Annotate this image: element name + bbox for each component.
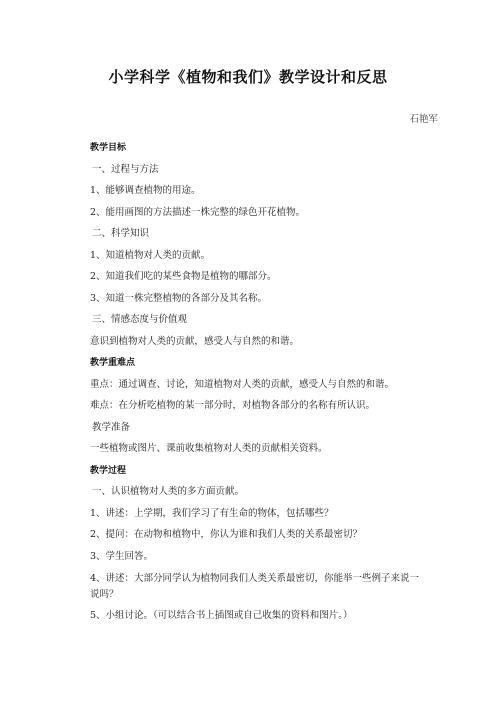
text-line: 意识到植物对人类的贡献，感受人与自然的和谐。 [90, 335, 300, 347]
document-title: 小学科学《植物和我们》教学设计和反思 [108, 68, 388, 86]
section-heading-key-points: 教学重难点 [90, 358, 136, 368]
text-line: 一、认识植物对人类的多方面贡献。 [92, 486, 245, 497]
text-line: 2、知道我们吃的某些食物是植物的哪部分。 [90, 271, 277, 282]
text-line: 三、情感态度与价值观 [92, 314, 188, 325]
text-line: 3、学生回答。 [90, 550, 154, 562]
text-line: 1、能够调查植物的用途。 [90, 185, 201, 196]
document-body [90, 141, 420, 631]
text-line: 4、讲述：大部分同学认为植物同我们人类关系最密切，你能举一些例子来说一说吗？ [90, 573, 420, 600]
author-name: 石艳军 [409, 114, 438, 125]
text-line: 教学准备 [92, 421, 131, 433]
text-line: 难点：在分析吃植物的某一部分时，对植物各部分的名称有所认识。 [90, 400, 376, 411]
text-line: 一、过程与方法 [92, 163, 159, 175]
text-line: 2、能用画图的方法描述一株完整的绿色开花植物。 [90, 206, 306, 218]
text-line: 1、知道植物对人类的贡献。 [90, 249, 211, 261]
text-line: 二、科学知识 [92, 228, 150, 239]
text-line: 5、小组讨论。（可以结合书上插图或自己收集的资料和图片。） [90, 610, 353, 621]
text-line: 2、提问：在动物和植物中，你认为谁和我们人类的关系最密切？ [90, 529, 363, 540]
text-line: 一些植物或图片、课前收集植物对人类的贡献相关资料。 [90, 443, 328, 454]
section-heading-process: 教学过程 [90, 465, 127, 476]
section-heading-objectives: 教学目标 [90, 143, 127, 153]
text-line: 1、讲述：上学期，我们学习了有生命的物体，包括哪些？ [90, 507, 334, 519]
text-line: 重点：通过调查、讨论，知道植物对人类的贡献，感受人与自然的和谐。 [90, 378, 395, 390]
text-line: 3、知道一株完整植物的各部分及其名称。 [90, 292, 268, 304]
